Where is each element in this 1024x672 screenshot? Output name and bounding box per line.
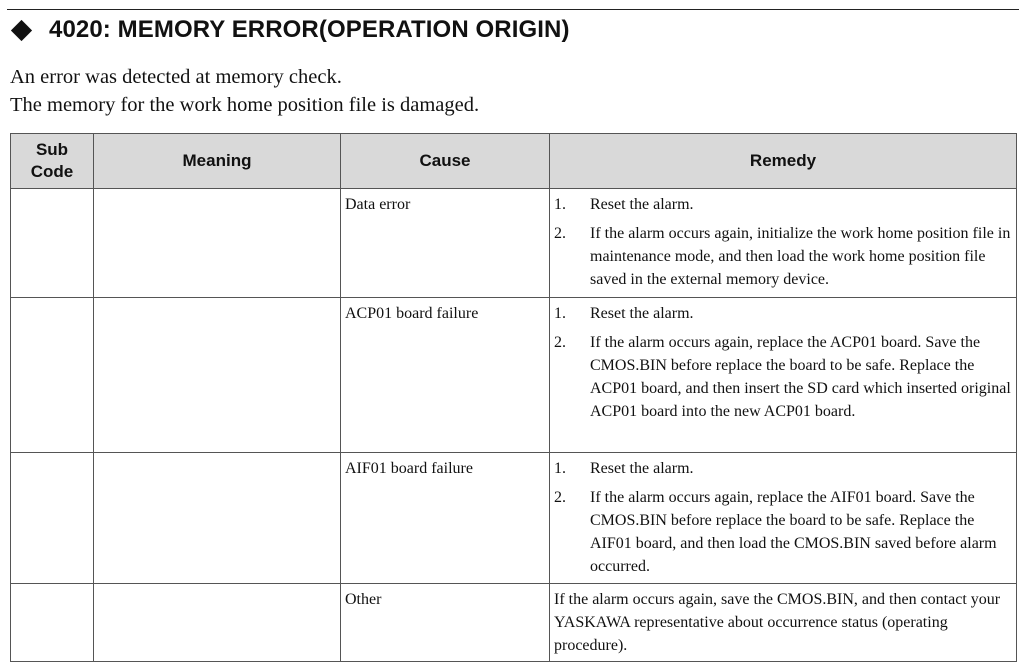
intro-line-1: An error was detected at memory check. [10, 66, 342, 88]
section-title: 4020: MEMORY ERROR(OPERATION ORIGIN) [49, 16, 570, 43]
top-rule [7, 9, 1019, 10]
step-number: 2. [554, 225, 566, 242]
table-row [11, 298, 1017, 453]
step-number: 2. [554, 489, 566, 506]
step-text: If the alarm occurs again, replace the ACP01 board. Save the CMOS.BIN before replace the board to be safe. Replace the ACP01 board, and then insert the SD card which inserted original ACP01 board into the new ACP01 board. [590, 334, 1011, 420]
remedy-steps [554, 457, 1012, 578]
remedy-step [554, 222, 1012, 291]
remedy-step [554, 331, 1012, 423]
cause-cell: Other [341, 584, 550, 662]
step-text: If the alarm occurs again, initialize the work home position file in maintenance mode, and then load the work home position file saved in the external memory device. [590, 225, 1011, 288]
step-number: 1. [554, 196, 566, 213]
sub-code-cell [11, 584, 94, 662]
sub-code-cell [11, 189, 94, 298]
step-text: Reset the alarm. [590, 460, 694, 477]
remedy-steps [554, 193, 1012, 291]
section-heading [8, 16, 570, 44]
meaning-cell [94, 189, 341, 298]
table-header-row [11, 134, 1017, 189]
remedy-cell [550, 584, 1017, 662]
step-text: Reset the alarm. [590, 305, 694, 322]
remedy-cell [550, 453, 1017, 584]
table-row [11, 189, 1017, 298]
cause-cell: ACP01 board failure [341, 298, 550, 453]
step-number: 2. [554, 334, 566, 351]
table-row [11, 584, 1017, 662]
remedy-cell [550, 298, 1017, 453]
sub-code-cell [11, 298, 94, 453]
header-cause: Cause [341, 134, 550, 189]
step-number: 1. [554, 460, 566, 477]
header-meaning: Meaning [94, 134, 341, 189]
meaning-cell [94, 453, 341, 584]
diamond-bullet-icon [11, 19, 32, 40]
remedy-text: If the alarm occurs again, save the CMOS.BIN, and then contact your YASKAWA representative about occurrence status (operating procedure). [554, 591, 1001, 654]
meaning-cell [94, 584, 341, 662]
sub-code-cell [11, 453, 94, 584]
step-text: If the alarm occurs again, replace the AIF01 board. Save the CMOS.BIN before replace the board to be safe. Replace the AIF01 board, and then load the CMOS.BIN saved before alarm occurred. [590, 489, 997, 575]
remedy-step [554, 302, 1012, 325]
remedy-step [554, 457, 1012, 480]
cause-cell: Data error [341, 189, 550, 298]
meaning-cell [94, 298, 341, 453]
error-table [10, 133, 1017, 662]
intro-text [10, 63, 479, 119]
step-text: Reset the alarm. [590, 196, 694, 213]
remedy-cell [550, 189, 1017, 298]
table-row [11, 453, 1017, 584]
remedy-step [554, 486, 1012, 578]
header-sub-code: Sub Code [11, 134, 94, 189]
remedy-step [554, 193, 1012, 216]
header-remedy: Remedy [550, 134, 1017, 189]
step-number: 1. [554, 305, 566, 322]
remedy-steps [554, 302, 1012, 423]
cause-cell: AIF01 board failure [341, 453, 550, 584]
intro-line-2: The memory for the work home position file is damaged. [10, 94, 480, 116]
